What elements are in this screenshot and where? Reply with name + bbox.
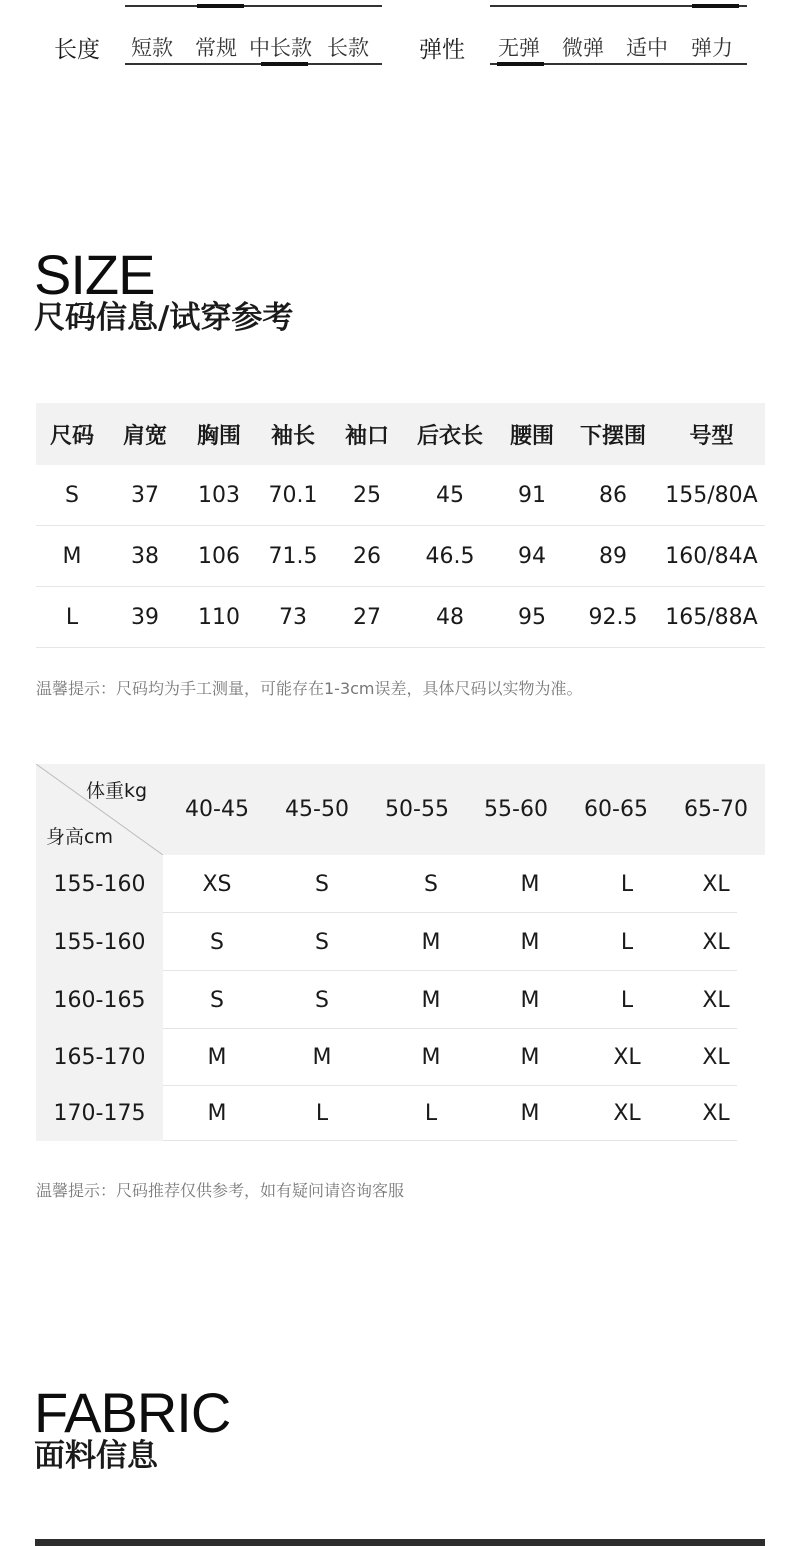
table-row xyxy=(36,465,765,526)
recommend-note: 温馨提示：尺码推荐仅供参考，如有疑问请咨询客服 xyxy=(36,1181,405,1200)
recommend-cell: XS xyxy=(202,871,232,897)
recommend-cell: XL xyxy=(702,987,730,1013)
size-header-cell: 袖长 xyxy=(270,423,315,449)
size-title-cn: 尺码信息/试穿参考 xyxy=(34,300,294,336)
size-cell: 25 xyxy=(353,482,381,508)
weight-header-cell: 40-45 xyxy=(185,797,249,822)
row-divider xyxy=(163,1140,737,1141)
fabric-title-en: FABRIC xyxy=(34,1381,231,1444)
recommend-cell: S xyxy=(424,871,438,897)
recommend-cell: XL xyxy=(702,1101,730,1126)
attr-length-scale-line xyxy=(125,63,382,65)
size-cell: 46.5 xyxy=(425,543,475,569)
recommend-cell: M xyxy=(421,929,441,955)
recommend-cell: M xyxy=(520,871,540,897)
table-row xyxy=(36,971,765,1029)
size-cell: 73 xyxy=(279,604,307,630)
prev-scale-line-left xyxy=(125,5,382,7)
size-cell: 95 xyxy=(518,604,546,630)
recommend-corner-cell xyxy=(36,764,163,855)
weight-header-cell: 65-70 xyxy=(684,797,748,822)
size-cell: 110 xyxy=(198,604,240,630)
height-row-label: 160-165 xyxy=(36,971,163,1029)
recommend-cell: M xyxy=(520,1045,540,1070)
size-cell: 86 xyxy=(599,482,627,508)
prev-scale-marker-left xyxy=(197,4,244,8)
size-cell: 103 xyxy=(198,482,240,508)
corner-height-label: 身高cm xyxy=(46,826,113,848)
recommend-cell: L xyxy=(620,987,634,1013)
recommend-cell: XL xyxy=(702,929,730,955)
size-cell: 38 xyxy=(131,543,159,569)
size-cell: 26 xyxy=(353,543,381,569)
recommend-cell: XL xyxy=(613,1101,641,1126)
attr-elasticity-option: 微弹 xyxy=(562,36,604,60)
weight-header-cell: 50-55 xyxy=(385,797,449,822)
recommend-cell: M xyxy=(520,1101,540,1126)
attr-length-selected-marker xyxy=(261,62,308,66)
attr-elasticity-option: 弹力 xyxy=(691,36,733,60)
size-cell: M xyxy=(62,543,82,569)
size-cell: 155/80A xyxy=(665,482,758,508)
attr-length-option: 常规 xyxy=(195,36,237,60)
size-cell: 92.5 xyxy=(588,604,638,630)
height-row-label: 155-160 xyxy=(36,913,163,971)
size-table xyxy=(36,403,765,648)
recommend-cell: L xyxy=(315,1101,329,1126)
size-cell: 89 xyxy=(599,543,627,569)
fabric-image-top-edge xyxy=(35,1539,765,1546)
recommend-cell: S xyxy=(210,987,224,1013)
size-cell: 27 xyxy=(353,604,381,630)
table-row xyxy=(36,855,765,913)
size-header-cell: 下摆围 xyxy=(579,423,646,449)
recommend-cell: L xyxy=(424,1101,438,1126)
recommend-cell: M xyxy=(421,1045,441,1070)
recommend-cell: XL xyxy=(702,871,730,897)
attr-elasticity-option: 适中 xyxy=(626,36,668,60)
size-cell: 160/84A xyxy=(665,543,758,569)
size-header-cell: 袖口 xyxy=(344,423,389,449)
size-header-cell: 肩宽 xyxy=(122,423,167,449)
size-header-cell: 尺码 xyxy=(49,423,94,449)
size-cell: 39 xyxy=(131,604,159,630)
size-table-header xyxy=(36,403,765,465)
attr-length-option: 短款 xyxy=(131,36,173,60)
table-row xyxy=(36,1029,765,1086)
size-header-cell: 号型 xyxy=(689,423,734,449)
table-row xyxy=(36,913,765,971)
recommend-cell: S xyxy=(210,929,224,955)
size-header-cell: 腰围 xyxy=(509,423,554,449)
recommend-cell: L xyxy=(620,871,634,897)
corner-weight-label: 体重kg xyxy=(86,780,148,802)
table-row xyxy=(36,526,765,587)
size-header-cell: 后衣长 xyxy=(416,423,483,449)
recommend-cell: M xyxy=(520,987,540,1013)
attr-elasticity-option-selected: 无弹 xyxy=(498,36,540,60)
recommend-cell: M xyxy=(421,987,441,1013)
size-cell: 91 xyxy=(518,482,546,508)
attr-length-label: 长度 xyxy=(54,37,100,63)
size-recommend-table xyxy=(36,764,765,1141)
table-row xyxy=(36,587,765,648)
fabric-title-cn: 面料信息 xyxy=(34,1438,158,1474)
recommend-table-header xyxy=(36,764,765,855)
size-cell: 70.1 xyxy=(268,482,318,508)
size-title-en: SIZE xyxy=(34,243,155,306)
weight-header-cell: 55-60 xyxy=(484,797,548,822)
size-header-cell: 胸围 xyxy=(196,423,241,449)
size-cell: 71.5 xyxy=(268,543,318,569)
size-cell: L xyxy=(65,604,79,630)
recommend-cell: M xyxy=(207,1045,227,1070)
size-cell: 94 xyxy=(518,543,546,569)
height-row-label: 155-160 xyxy=(36,855,163,913)
size-cell: 45 xyxy=(436,482,464,508)
attr-elasticity-label: 弹性 xyxy=(419,37,465,63)
recommend-cell: M xyxy=(207,1101,227,1126)
size-cell: S xyxy=(65,482,79,508)
table-row xyxy=(36,1086,765,1141)
size-cell: 37 xyxy=(131,482,159,508)
recommend-cell: M xyxy=(520,929,540,955)
recommend-cell: XL xyxy=(613,1045,641,1070)
attr-length-option-selected: 中长款 xyxy=(249,36,312,60)
prev-scale-marker-right xyxy=(692,4,739,8)
recommend-cell: S xyxy=(315,987,329,1013)
height-row-label: 165-170 xyxy=(36,1029,163,1086)
weight-header-cell: 60-65 xyxy=(584,797,648,822)
attr-elasticity-selected-marker xyxy=(497,62,544,66)
weight-header-cell: 45-50 xyxy=(285,797,349,822)
size-cell: 48 xyxy=(436,604,464,630)
recommend-cell: S xyxy=(315,929,329,955)
height-row-label: 170-175 xyxy=(36,1086,163,1141)
attr-length-option: 长款 xyxy=(327,36,369,60)
size-cell: 165/88A xyxy=(665,604,758,630)
size-note: 温馨提示：尺码均为手工测量，可能存在1-3cm误差，具体尺码以实物为准。 xyxy=(36,679,583,698)
recommend-cell: M xyxy=(312,1045,332,1070)
recommend-cell: XL xyxy=(702,1045,730,1070)
size-cell: 106 xyxy=(198,543,240,569)
recommend-cell: S xyxy=(315,871,329,897)
recommend-cell: L xyxy=(620,929,634,955)
